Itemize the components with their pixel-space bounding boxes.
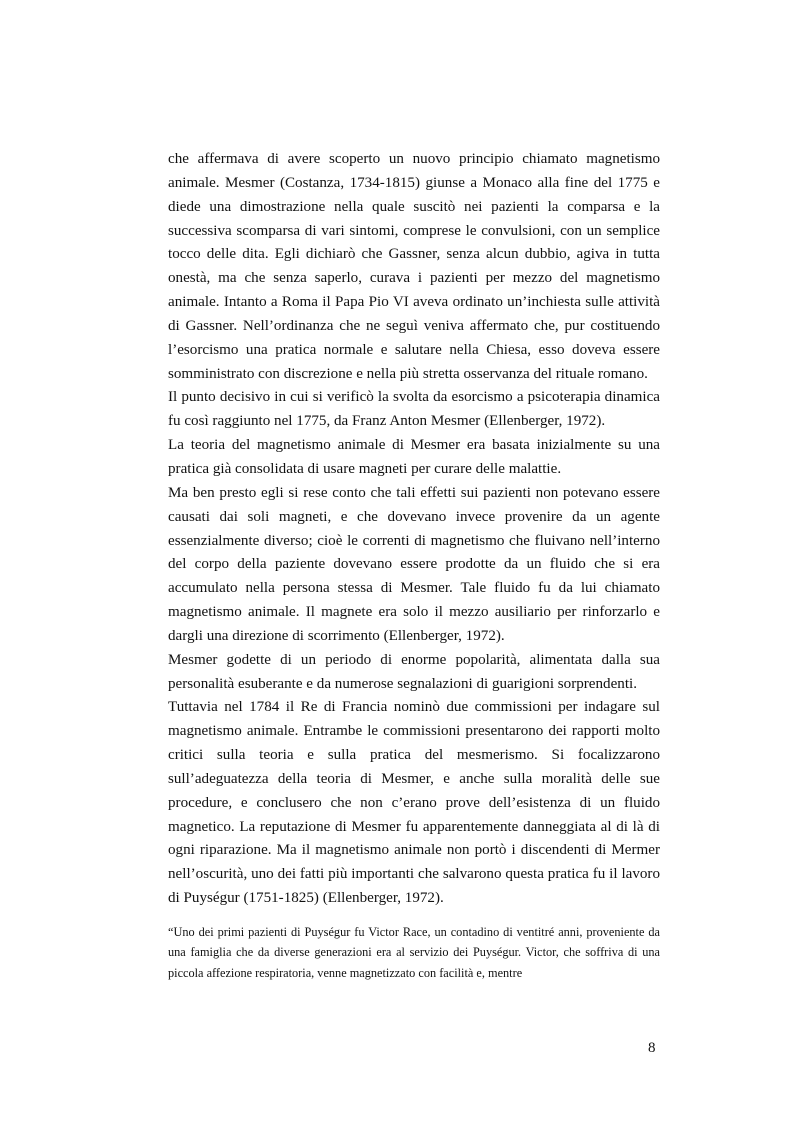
paragraph-popularity: Mesmer godette di un periodo di enorme popolarità, alimentata dalla sua personalità esuberante e da numerose segnalazioni di guarigioni sorprendenti. [168,651,660,692]
page-number: 8 [648,1040,656,1056]
paragraph-gassner-mesmer: che affermava di avere scoperto un nuovo principio chiamato magnetismo animale. Mesmer (Costanza, 1734-1815) giunse a Monaco alla fine del 1775 e diede una dimostrazione nella quale suscitò nei pazienti la comparsa e la successiva scomparsa di vari sintomi, comprese le convulsioni, con un semplice tocco delle dita. Egli dichiarò che Gassner, senza alcun dubbio, agiva in tutta onestà, ma che senza saperlo, curava i pazienti per mezzo del magnetismo animale. Intanto a Roma il Papa Pio VI aveva ordinato un’inchiesta sulle attività di Gassner. Nell’ordinanza che ne seguì veniva affermato che, pur costituendo l’esorcismo una pratica normale e salutare nella Chiesa, esso doveva essere somministrato con discrezione e nella più stretta osservanza del rituale romano. [168,151,660,382]
paragraph-magnetic-fluid: Ma ben presto egli si rese conto che tali effetti sui pazienti non potevano essere causati dai soli magneti, e che dovevano invece provenire da un agente essenzialmente diverso; cioè le correnti di magnetismo che fluivano nell’interno del corpo della paziente dovevano essere prodotte da un fluido che si era accumulato nella persona stessa di Mesmer. Tale fluido fu da lui chiamato magnetismo animale. Il magnete era solo il mezzo ausiliario per rinforzarlo e dargli una direzione di scorrimento (Ellenberger, 1972). [168,484,660,644]
main-text [168,148,660,983]
quotation-puysegur: “Uno dei primi pazienti di Puységur fu Victor Race, un contadino di ventitré anni, proveniente da una famiglia che da diverse generazioni era al servizio dei Puységur. Victor, che soffriva di una piccola affezione respiratoria, venne magnetizzato con facilità e, mentre [168,925,660,980]
paragraph-turning-point: Il punto decisivo in cui si verificò la svolta da esorcismo a psicoterapia dinamica fu così raggiunto nel 1775, da Franz Anton Mesmer (Ellenberger, 1972). [168,389,660,430]
paragraph-animal-magnetism-theory: La teoria del magnetismo animale di Mesmer era basata inizialmente su una pratica già consolidata di usare magneti per curare delle malattie. [168,437,660,477]
paragraph-commissions: Tuttavia nel 1784 il Re di Francia nominò due commissioni per indagare sul magnetismo animale. Entrambe le commissioni presentarono dei rapporti molto critici sulla teoria e sulla pratica del mesmerismo. Si focalizzarono sull’adeguatezza della teoria di Mesmer, e anche sulla moralità delle sue procedure, e conclusero che non c’erano prove dell’esistenza di un fluido magnetico. La reputazione di Mesmer fu apparentemente danneggiata al di là di ogni riparazione. Ma il magnetismo animale non portò i discendenti di Mermer nell’oscurità, uno dei fatti più importanti che salvarono questa pratica fu il lavoro di Puységur (1751-1825) (Ellenberger, 1972). [168,699,660,907]
